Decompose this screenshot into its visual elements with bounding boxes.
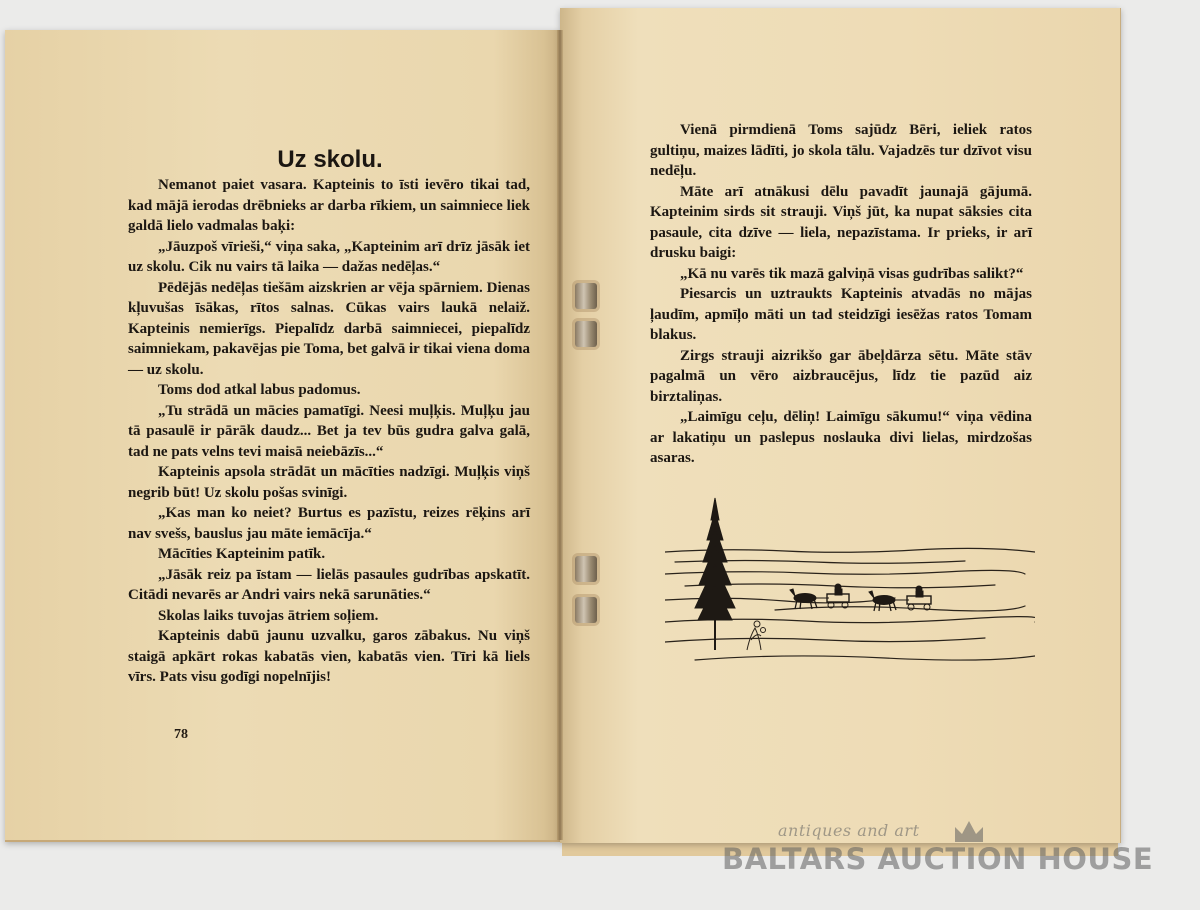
paragraph: Nemanot paiet vasara. Kapteinis to īsti ievēro tikai tad, kad mājā ierodas drēbnieks ar darba rīkiem, un saimniece liek galdā lielo vadmalas baķi: [128,177,530,234]
watermark-brand: BALTARS AUCTION HOUSE [722,842,1154,876]
paragraph: „Jāuzpoš vīrieši,“ viņa saka, „Kapteinim arī drīz jāsāk iet uz skolu. Cik nu vairs tā laika — dažas nedēļas.“ [128,238,530,275]
paragraph: Mācīties Kapteinim patīk. [158,546,326,562]
watermark-tagline: antiques and art [778,821,920,840]
paragraph: Skolas laiks tuvojas ātriem soļiem. [158,607,379,624]
paragraph: „Kā nu varēs tik mazā galviņā visas gudrības salikt?“ [680,265,1024,282]
paragraph: Pēdējās nedēļas tiešām aizskrien ar vēja spārniem. Dienas kļuvušas īsākas, rītos salnas. Cūkas vairs laukā nelaiž. Kapteinis nemierīgs. Piepalīdz darbā saimniecei, piepalīdz saimniekam, pakavējas pie Toma, bet galvā ir tikai viena doma — uz skolu. [128,279,530,378]
right-page-text [650,120,1032,469]
paragraph: Toms dod atkal labus padomus. [158,382,361,398]
paragraph: „Tu strādā un mācies pamatīgi. Neesi muļķis. Muļķu jau tā pasaulē ir pārāk daudz... Bet ja tev būs gudra galva galā, tad ne pats velns tevi maisā neiebāzīs...“ [128,402,530,460]
staple-icon [575,283,597,309]
crown-icon [952,818,986,846]
staple-icon [575,556,597,582]
winter-sleigh-illustration [665,490,1035,675]
auction-watermark [720,818,1154,888]
paragraph: „Laimīgu ceļu, dēliņ! Laimīgu sākumu!“ viņa vēdina ar lakatiņu un paslepus noslauka divi lielas, mirdzošas asaras. [650,409,1032,466]
paragraph: Kapteinis dabū jaunu uzvalku, garos zābakus. Nu viņš staigā apkārt rokas kabatās vien, kabatās vien. Tīri kā liels vīrs. Pats visu godīgi nopelnījis! [128,628,530,685]
left-page-text [128,175,530,688]
paragraph: Vienā pirmdienā Toms sajūdz Bēri, ieliek ratos gultiņu, maizes lādīti, jo skola tālu. Vajadzēs tur dzīvot visu nedēļu. [650,122,1032,179]
paragraph: Piesarcis un uztraukts Kapteinis atvadās no mājas ļaudīm, apmīļo māti un tad steidzīgi iesēžas ratos Tomam blakus. [650,286,1032,343]
paragraph: Kapteinis apsola strādāt un mācīties nadzīgi. Muļķis viņš negrib būt! Uz skolu pošas svinīgi. [128,464,530,501]
book-gutter [557,30,563,840]
staple-icon [575,321,597,347]
paragraph: Zirgs strauji aizrikšo gar ābeļdārza sētu. Māte stāv pagalmā un vēro aizbraucējus, līdz tie pazūd aiz birztaliņas. [650,347,1032,405]
paragraph: „Kas man ko neiet? Burtus es pazīstu, reizes rēķins arī nav svešs, bauslus jau māte iemācīja.“ [128,505,530,542]
paragraph: „Jāsāk reiz pa īstam — lielās pasaules gudrības apskatīt. Citādi nevarēs ar Andri vairs nekā sarunāties.“ [128,566,530,603]
staple-icon [575,597,597,623]
chapter-title: Uz skolu. [277,146,383,173]
page-number: 78 [174,727,188,742]
paragraph: Māte arī atnākusi dēlu pavadīt jaunajā gājumā. Kapteinim sirds sit strauji. Viņš jūt, ka nupat sāksies cita pasaule, cita dzīve — liela, nepazīstama. Ir prieks, ir arī drusku baigi: [650,183,1032,261]
